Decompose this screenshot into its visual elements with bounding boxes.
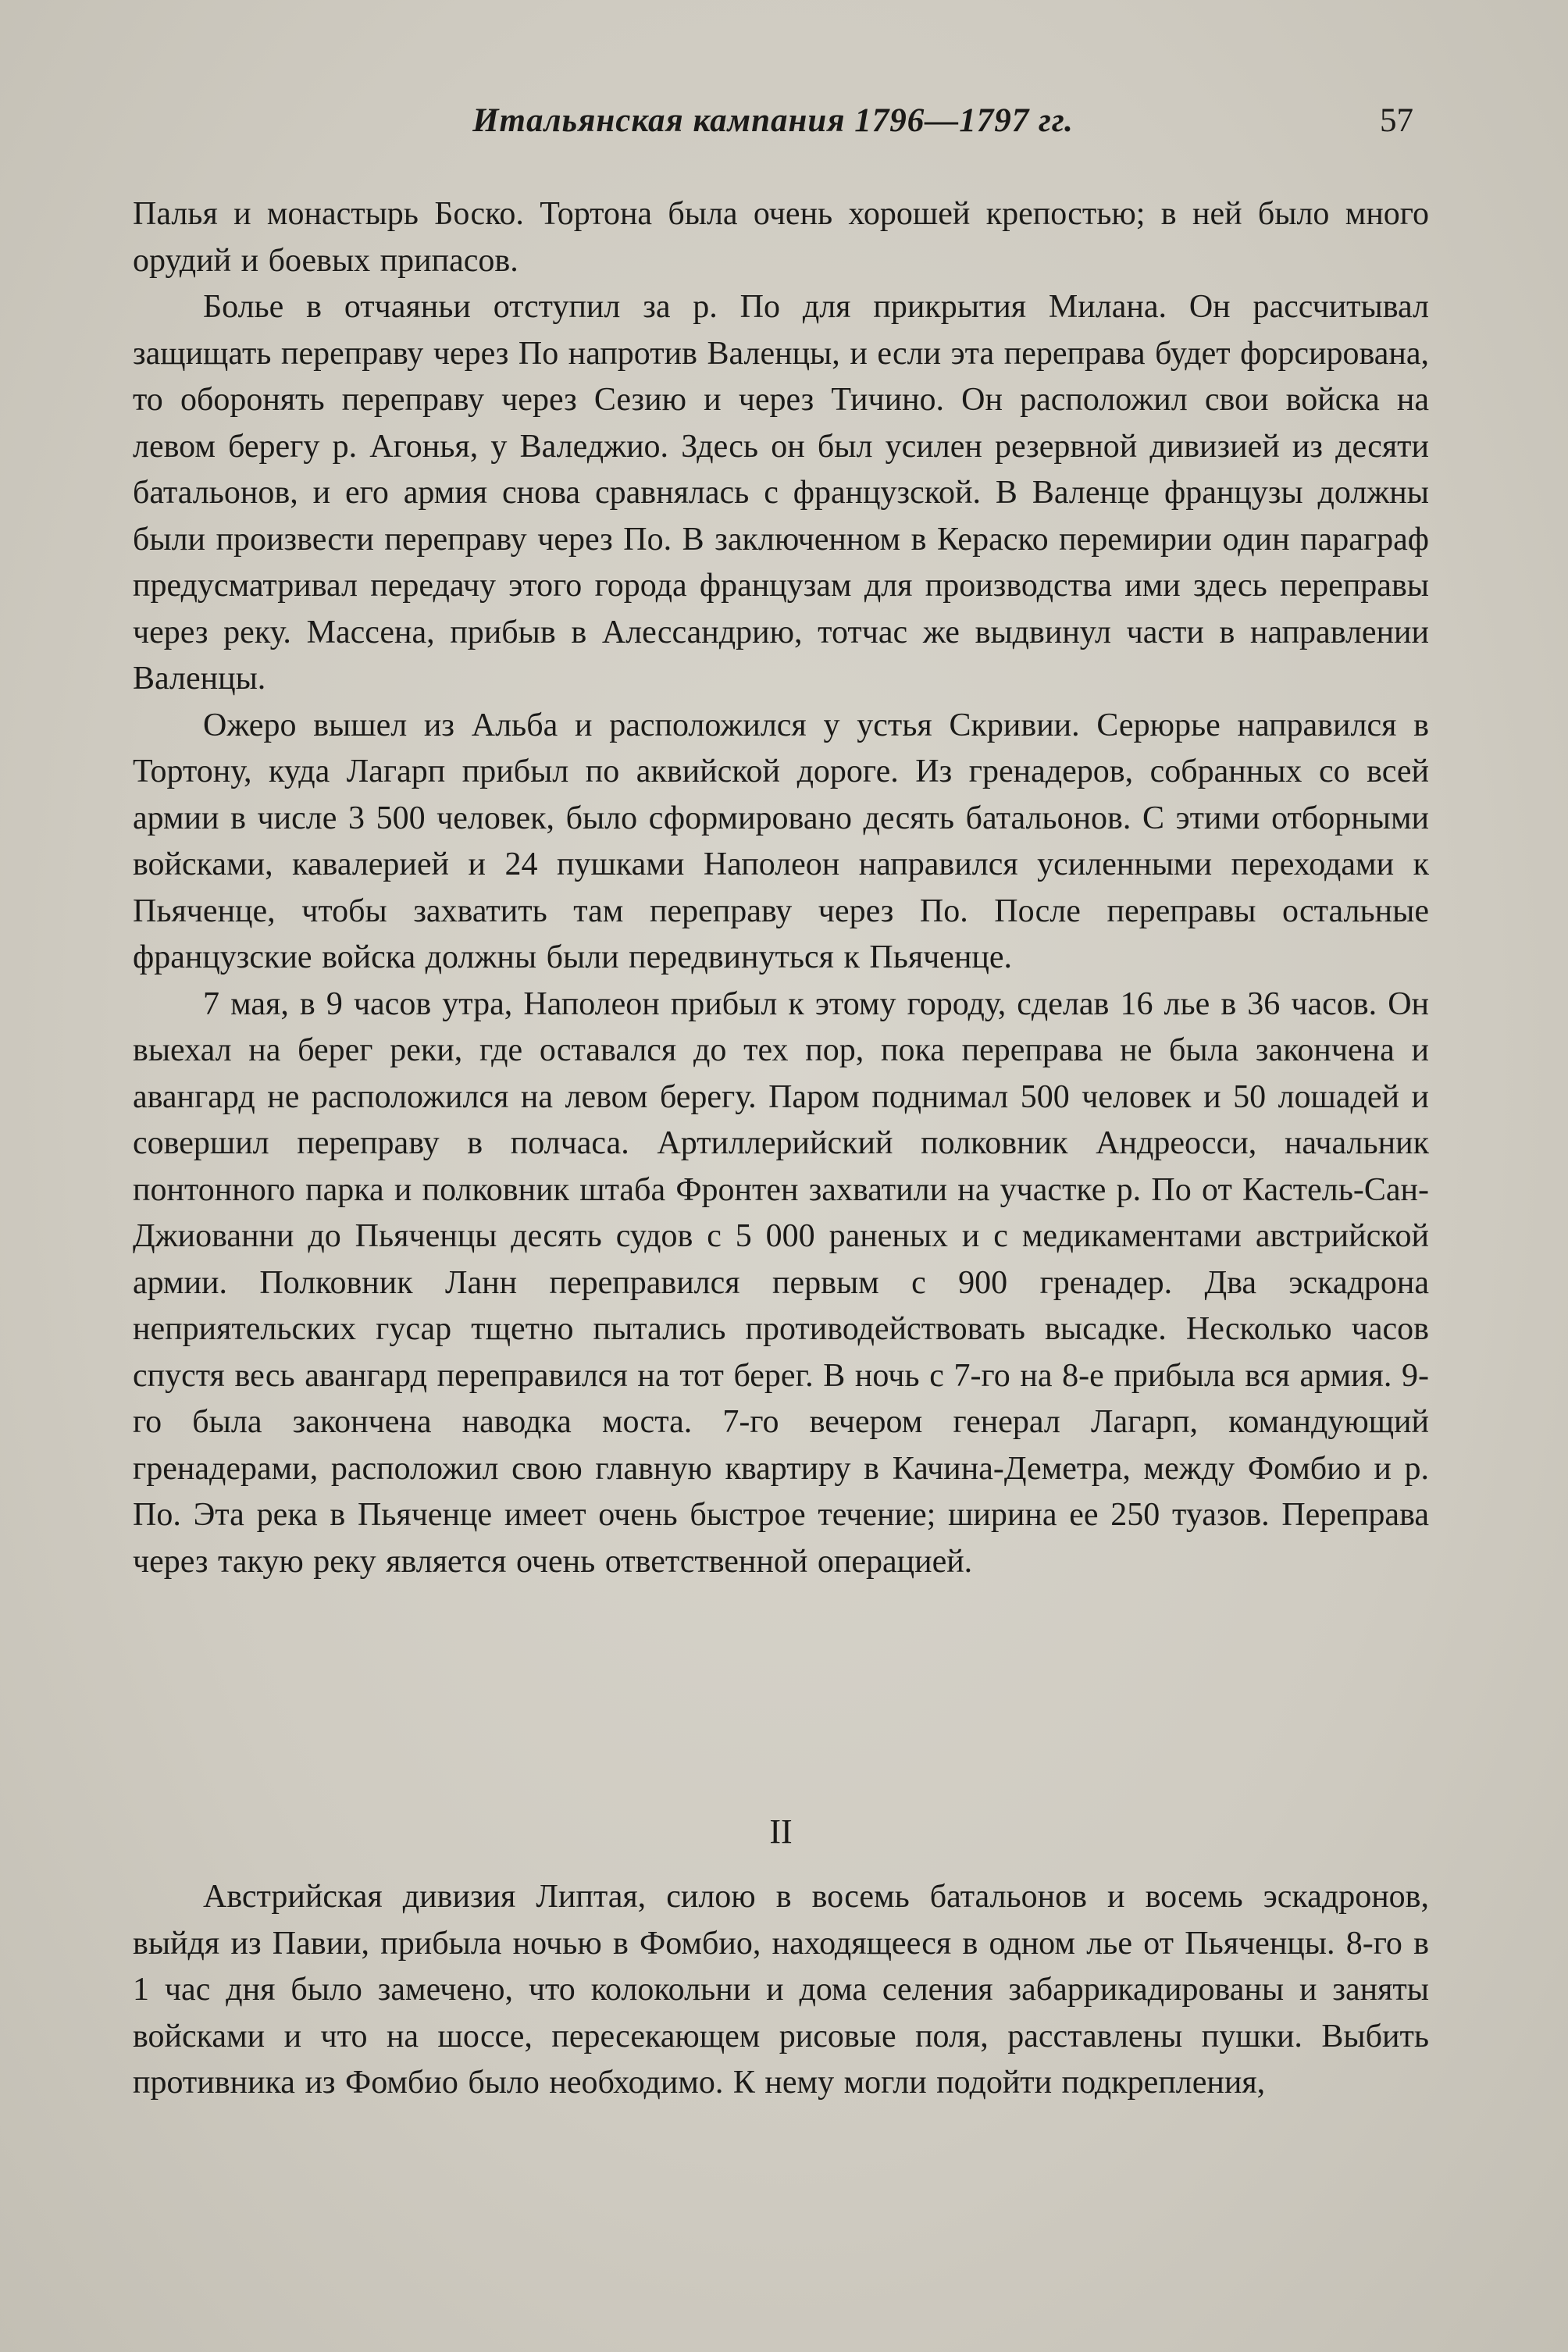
main-text — [133, 191, 1429, 1585]
running-title: Итальянская кампания 1796—1797 гг. — [472, 102, 1074, 139]
section-text — [133, 1874, 1429, 2107]
paragraph: Ожеро вышел из Альба и расположился у устья Скривии. Серюрье направился в Тортону, куда Лагарп прибыл по аквийской дороге. Из гренадеров, собранных со всей армии в числе 3 500 человек, было сформировано десять батальонов. С этими отборными войсками, кавалерией и 24 пушками Наполеон направился усиленными переходами к Пьяченце, чтобы захватить там переправу через По. После переправы остальные французские войска должны были передвинуться к Пьяченце. — [133, 707, 1429, 975]
paragraph: Больe в отчаяньи отступил за р. По для прикрытия Милана. Он рассчитывал защищать переправу через По напротив Валенцы, и если эта переправа будет форсирована, то оборонять переправу через Сезию и через Тичино. Он расположил свои войска на левом берегу р. Агонья, у Валеджио. Здесь он был усилен резервной дивизией из десяти батальонов, и его армия снова сравнялась с французской. В Валенце французы должны были произвести переправу через По. В заключенном в Кераско перемирии один параграф предусматривал передачу этого города французам для производства ими здесь переправы через реку. Массена, прибыв в Алессандрию, тотчас же выдвинул части в направлении Валенцы. — [133, 289, 1429, 697]
section-heading: II — [769, 1812, 793, 1851]
paragraph: 7 мая, в 9 часов утра, Наполеон прибыл к этому городу, сделав 16 лье в 36 часов. Он выехал на берег реки, где оставался до тех пор, пока переправа не была закончена и авангард не расположился на левом берегу. Паром поднимал 500 человек и 50 лошадей и совершил переправу в полчаса. Артиллерийский полковник Андреосси, начальник понтонного парка и полковник штаба Фронтен захватили на участке р. По от Кастель-Сан-Джиованни до Пьяченцы десять судов с 5 000 раненых и с медикаментами австрийской армии. Полковник Ланн переправился первым с 900 гренадер. Два эскадрона неприятельских гусар тщетно пытались противодействовать высадке. Несколько часов спустя весь авангард переправился на тот берег. В ночь с 7-го на 8-е прибыла вся армия. 9-го была закончена наводка моста. 7-го вечером генерал Лагарп, командующий гренадерами, расположил свою главную квартиру в Качина-Деметра, между Фомбио и р. По. Эта река в Пьяченце имеет очень быстрое течение; ширина ее 250 туазов. Переправа через такую реку является очень ответственной операцией. — [133, 985, 1429, 1580]
paragraph: Палья и монастырь Боско. Тортона была очень хорошей крепостью; в ней было много орудий и боевых припасов. — [133, 196, 1429, 279]
page-header — [133, 102, 1413, 148]
page-number: 57 — [1380, 102, 1413, 139]
paragraph: Австрийская дивизия Липтая, силою в восемь батальонов и восемь эскадронов, выйдя из Павии, прибыла ночью в Фомбио, находящееся в одном лье от Пьяченцы. 8-го в 1 час дня было замечено, что колокольни и дома селения забаррикадированы и заняты войсками и что на шоссе, пересекающем рисовые поля, расставлены пушки. Выбить противника из Фомбио было необходимо. К нему могли подойти подкрепления, — [133, 1879, 1429, 2101]
